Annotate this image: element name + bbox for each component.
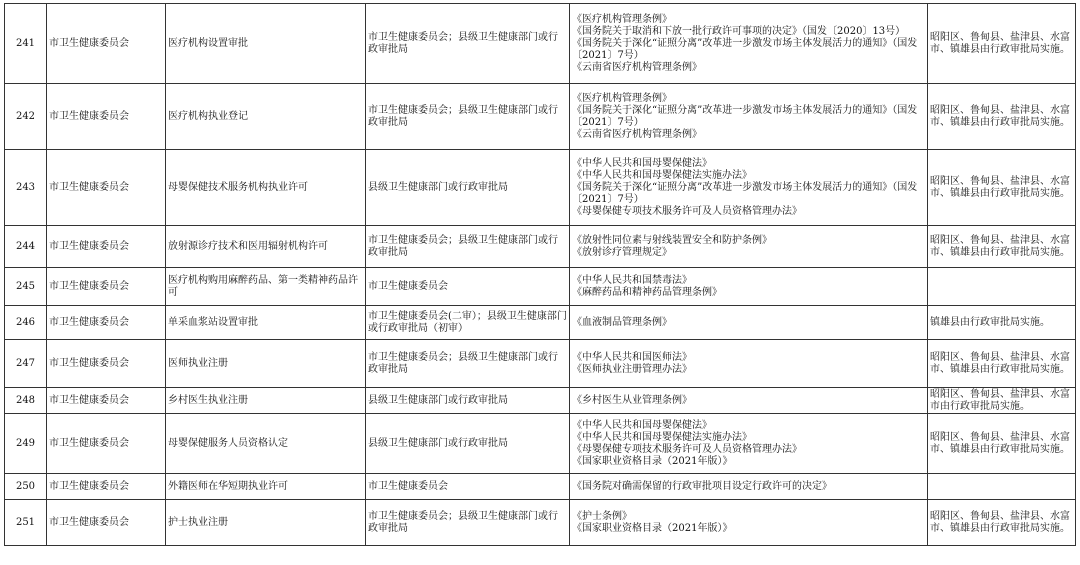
legal-basis-cell — [570, 150, 928, 226]
permit-table — [4, 3, 1076, 546]
authority-cell: 市卫生健康委员会；县级卫生健康部门或行政审批局 — [366, 4, 570, 84]
note-cell: 镇雄县由行政审批局实施。 — [928, 306, 1076, 340]
note-cell: 昭阳区、鲁甸县、盐津县、水富市由行政审批局实施。 — [928, 388, 1076, 414]
legal-basis-line: 《护士条例》 — [572, 510, 632, 522]
legal-basis-line: 《中华人民共和国禁毒法》 — [572, 274, 692, 286]
legal-basis-line: 《云南省医疗机构管理条例》 — [572, 61, 702, 73]
item-name-cell: 外籍医师在华短期执业许可 — [166, 474, 366, 500]
legal-basis-line: 《国务院对确需保留的行政审批项目设定行政许可的决定》 — [572, 480, 832, 492]
department-cell: 市卫生健康委员会 — [47, 414, 166, 474]
legal-basis-cell — [570, 388, 928, 414]
authority-cell: 市卫生健康委员会；县级卫生健康部门或行政审批局 — [366, 500, 570, 546]
authority-cell: 市卫生健康委员会；县级卫生健康部门或行政审批局 — [366, 84, 570, 150]
item-name-cell: 医疗机构设置审批 — [166, 4, 366, 84]
table-row — [5, 268, 1076, 306]
note-cell: 昭阳区、鲁甸县、盐津县、水富市、镇雄县由行政审批局实施。 — [928, 4, 1076, 84]
legal-basis-cell — [570, 500, 928, 546]
legal-basis-line: 《中华人民共和国母婴保健法》 — [572, 157, 712, 169]
table-row — [5, 340, 1076, 388]
item-name-cell: 放射源诊疗技术和医用辐射机构许可 — [166, 226, 366, 268]
legal-basis-line: 《中华人民共和国母婴保健法实施办法》 — [572, 169, 752, 181]
legal-basis-line: 《放射性同位素与射线装置安全和防护条例》 — [572, 234, 772, 246]
table-row — [5, 226, 1076, 268]
department-cell: 市卫生健康委员会 — [47, 306, 166, 340]
row-number: 250 — [5, 474, 47, 500]
authority-cell: 县级卫生健康部门或行政审批局 — [366, 388, 570, 414]
legal-basis-line: 《中华人民共和国母婴保健法》 — [572, 419, 712, 431]
table-row — [5, 4, 1076, 84]
legal-basis-cell — [570, 306, 928, 340]
legal-basis-line: 《国务院关于深化“证照分离”改革进一步激发市场主体发展活力的通知》（国发〔2021〕7号） — [572, 37, 918, 61]
department-cell: 市卫生健康委员会 — [47, 474, 166, 500]
table-row — [5, 306, 1076, 340]
table-row — [5, 414, 1076, 474]
legal-basis-line: 《国家职业资格目录（2021年版）》 — [572, 455, 733, 467]
legal-basis-line: 《医师执业注册管理办法》 — [572, 363, 692, 375]
item-name-cell: 医师执业注册 — [166, 340, 366, 388]
item-name-cell: 母婴保健服务人员资格认定 — [166, 414, 366, 474]
department-cell: 市卫生健康委员会 — [47, 4, 166, 84]
legal-basis-line: 《国务院关于深化“证照分离”改革进一步激发市场主体发展活力的通知》（国发〔2021〕7号） — [572, 181, 918, 205]
department-cell: 市卫生健康委员会 — [47, 388, 166, 414]
legal-basis-line: 《母婴保健专项技术服务许可及人员资格管理办法》 — [572, 443, 802, 455]
department-cell: 市卫生健康委员会 — [47, 84, 166, 150]
table-row — [5, 150, 1076, 226]
legal-basis-line: 《母婴保健专项技术服务许可及人员资格管理办法》 — [572, 205, 802, 217]
item-name-cell: 护士执业注册 — [166, 500, 366, 546]
authority-cell: 县级卫生健康部门或行政审批局 — [366, 150, 570, 226]
legal-basis-cell — [570, 340, 928, 388]
department-cell: 市卫生健康委员会 — [47, 150, 166, 226]
row-number: 249 — [5, 414, 47, 474]
note-cell: 昭阳区、鲁甸县、盐津县、水富市、镇雄县由行政审批局实施。 — [928, 226, 1076, 268]
row-number: 243 — [5, 150, 47, 226]
legal-basis-line: 《云南省医疗机构管理条例》 — [572, 128, 702, 140]
table-row — [5, 388, 1076, 414]
authority-cell: 市卫生健康委员会 — [366, 268, 570, 306]
department-cell: 市卫生健康委员会 — [47, 500, 166, 546]
legal-basis-line: 《医疗机构管理条例》 — [572, 13, 672, 25]
item-name-cell: 乡村医生执业注册 — [166, 388, 366, 414]
authority-cell: 县级卫生健康部门或行政审批局 — [366, 414, 570, 474]
legal-basis-line: 《国务院关于深化“证照分离”改革进一步激发市场主体发展活力的通知》（国发〔2021〕7号） — [572, 104, 918, 128]
legal-basis-cell — [570, 226, 928, 268]
item-name-cell: 单采血浆站设置审批 — [166, 306, 366, 340]
legal-basis-cell — [570, 4, 928, 84]
note-cell — [928, 268, 1076, 306]
department-cell: 市卫生健康委员会 — [47, 226, 166, 268]
row-number: 241 — [5, 4, 47, 84]
note-cell: 昭阳区、鲁甸县、盐津县、水富市、镇雄县由行政审批局实施。 — [928, 84, 1076, 150]
row-number: 246 — [5, 306, 47, 340]
table-body — [5, 4, 1076, 546]
table-row — [5, 84, 1076, 150]
department-cell: 市卫生健康委员会 — [47, 268, 166, 306]
note-cell — [928, 474, 1076, 500]
row-number: 247 — [5, 340, 47, 388]
legal-basis-cell — [570, 84, 928, 150]
row-number: 248 — [5, 388, 47, 414]
note-cell: 昭阳区、鲁甸县、盐津县、水富市、镇雄县由行政审批局实施。 — [928, 414, 1076, 474]
item-name-cell: 母婴保健技术服务机构执业许可 — [166, 150, 366, 226]
legal-basis-line: 《乡村医生从业管理条例》 — [572, 394, 692, 406]
item-name-cell: 医疗机构执业登记 — [166, 84, 366, 150]
row-number: 251 — [5, 500, 47, 546]
table-row — [5, 500, 1076, 546]
legal-basis-line: 《血液制品管理条例》 — [572, 316, 672, 328]
note-cell: 昭阳区、鲁甸县、盐津县、水富市、镇雄县由行政审批局实施。 — [928, 340, 1076, 388]
legal-basis-line: 《中华人民共和国医师法》 — [572, 351, 692, 363]
row-number: 242 — [5, 84, 47, 150]
row-number: 244 — [5, 226, 47, 268]
note-cell: 昭阳区、鲁甸县、盐津县、水富市、镇雄县由行政审批局实施。 — [928, 500, 1076, 546]
legal-basis-line: 《医疗机构管理条例》 — [572, 92, 672, 104]
authority-cell: 市卫生健康委员会；县级卫生健康部门或行政审批局 — [366, 226, 570, 268]
table-row — [5, 474, 1076, 500]
row-number: 245 — [5, 268, 47, 306]
legal-basis-line: 《放射诊疗管理规定》 — [572, 246, 672, 258]
note-cell: 昭阳区、鲁甸县、盐津县、水富市、镇雄县由行政审批局实施。 — [928, 150, 1076, 226]
authority-cell: 市卫生健康委员会(二审）；县级卫生健康部门或行政审批局（初审） — [366, 306, 570, 340]
legal-basis-line: 《麻醉药品和精神药品管理条例》 — [572, 286, 722, 298]
item-name-cell: 医疗机构购用麻醉药品、第一类精神药品许可 — [166, 268, 366, 306]
legal-basis-cell — [570, 414, 928, 474]
legal-basis-line: 《国家职业资格目录（2021年版）》 — [572, 522, 733, 534]
authority-cell: 市卫生健康委员会；县级卫生健康部门或行政审批局 — [366, 340, 570, 388]
legal-basis-line: 《国务院关于取消和下放一批行政许可事项的决定》（国发〔2020〕13号） — [572, 25, 906, 37]
legal-basis-cell — [570, 474, 928, 500]
legal-basis-line: 《中华人民共和国母婴保健法实施办法》 — [572, 431, 752, 443]
legal-basis-cell — [570, 268, 928, 306]
department-cell: 市卫生健康委员会 — [47, 340, 166, 388]
authority-cell: 市卫生健康委员会 — [366, 474, 570, 500]
